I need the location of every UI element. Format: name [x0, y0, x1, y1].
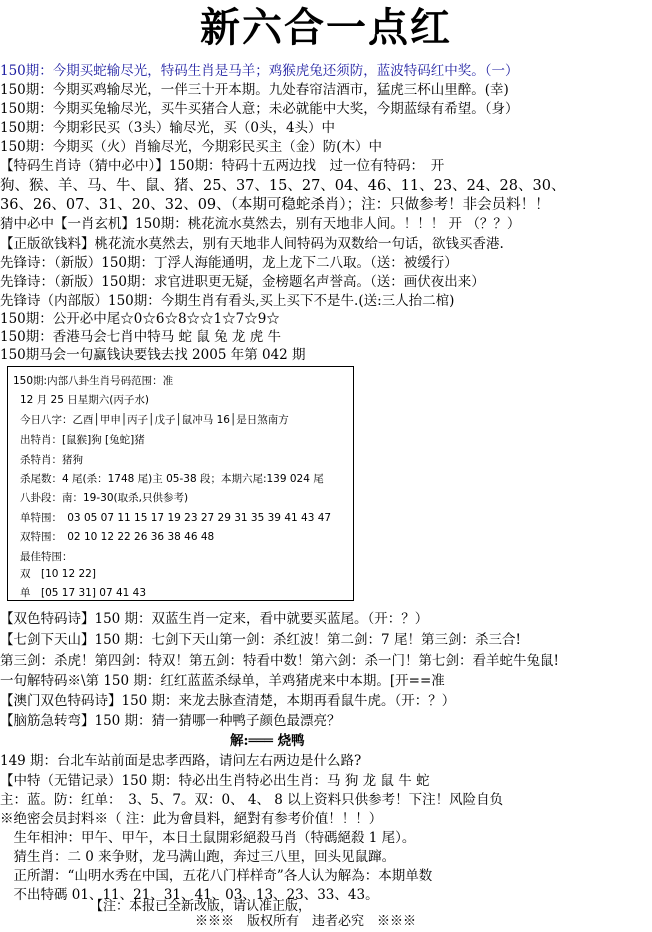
text-line: 150期：今期彩民买（3头）输尽光，买（0头，4头）中: [0, 120, 336, 136]
answer-line: 解:═══ 烧鸭: [230, 733, 305, 749]
box-row: 150期:内部八卦生肖号码范围：准: [13, 375, 174, 387]
text-line: 【特码生肖诗（猜中必中）】150期：特码十五两边找 过一位有特码： 开: [0, 158, 445, 174]
text-line: 先锋诗（内部版）150期：今期生肖有看头,买上买下不是牛.(送:三人抬二棺): [0, 293, 455, 309]
text-line: 150期马会一句赢钱诀要钱去找 2005 年第 042 期: [0, 347, 306, 363]
box-row: 最佳特围：: [20, 551, 73, 563]
text-line: 150期：香港马会七肖中特马 蛇 鼠 兔 龙 虎 牛: [0, 329, 282, 345]
text-line: ※绝密会员封料※（ 注：此为會員料，絕對有参考价值！！！）: [0, 811, 383, 827]
text-line: 【正版欲钱料】桃花流水莫然去，别有天地非人间特码为双数给一句话，欲钱买香港.: [0, 236, 504, 252]
text-line: 第三剑：杀虎！第四剑：特双！第五剑：特看中数！第六剑：杀一门！第七剑：看羊蛇牛兔鼠!: [0, 653, 559, 669]
text-line: 150期：公开必中尾☆0☆6☆8☆☆1☆7☆9☆: [0, 311, 280, 327]
page-title: 新六合一点红: [200, 5, 452, 51]
box-row: 单 [05 17 31] 07 41 43: [20, 587, 147, 599]
text-line: 生年相沖：甲午、甲午，本日土鼠開彩絕殺马肖（特碼絕殺 1 尾）。: [0, 830, 416, 846]
text-line: 150期：今期买蛇输尽光，特码生肖是马羊；鸡猴虎兔还须防，蓝波特码红中奖。（一）: [0, 63, 519, 79]
text-line: 149 期：台北车站前面是忠孝西路，请问左右两边是什么路?: [0, 753, 362, 769]
text-line: 先锋诗：（新版）150期：求官进职更无疑，金榜题名声誉高。（送：画伏夜出来）: [0, 274, 485, 290]
text-line: 【脑筋急转弯】150 期：猜一猜哪一种鸭子颜色最漂亮？: [0, 713, 341, 729]
text-line: 主：蓝。防：红单： 3、5、7。双：0、 4、 8 以上资料只供参考！下注！风险自负: [0, 792, 504, 808]
box-row: 杀特肖：猪狗: [20, 454, 83, 466]
text-line: 先锋诗：（新版）150期：丁浮人海能通明，龙上龙下二八取。（送：被缓行）: [0, 255, 458, 271]
box-row: 出特肖：[鼠猴]狗 [兔蛇]猪: [20, 434, 145, 446]
text-line: 不出特碼 01、11、21、31、41、03、13、23、33、43。: [0, 887, 379, 903]
text-line: 一句解特码※\第 150 期：红红蓝蓝杀绿单，羊鸡猪虎来中本期。[开==准: [0, 673, 445, 689]
text-line: 猜中必中【一肖玄机】150期：桃花流水莫然去，别有天地非人间。！！！ 开 （？？）: [0, 216, 521, 232]
box-row: 八卦段：南：19-30(取杀,只供参考): [20, 492, 189, 504]
box-row: 12 月 25 日星期六(丙子水): [20, 394, 149, 406]
text-line: 150期：今期买鸡输尽光，一伴三十开本期。九处春帘洁酒市，猛虎三杯山里醉。(幸): [0, 82, 509, 98]
text-line: 狗、猴、羊、马、牛、鼠、猪、25、37、15、27、04、46、11、23、24、28、30、: [0, 178, 566, 194]
box-row: 双特围： 02 10 12 22 26 36 38 46 48: [20, 531, 215, 543]
text-line: 【双色特码诗】150 期：双蓝生肖一定来，看中就要买蓝尾。（开：？）: [0, 611, 429, 627]
box-row: 杀尾数：4 尾(杀：1748 尾)主 05-38 段；本期六尾:139 024 尾: [20, 473, 324, 485]
text-line: 150期：今期买（火）肖输尽光，今期彩民买主（金）防(木）中: [0, 139, 383, 155]
text-line: 【七剑下天山】150 期：七剑下天山第一剑：杀红波！第二剑：7 尾！第三剑：杀三合!: [0, 632, 521, 648]
box-row: 双 [10 12 22]: [20, 568, 96, 580]
text-line: 【澳门双色特码诗】150 期：来龙去脉查清楚，本期再看鼠牛虎。（开：？）: [0, 693, 456, 709]
footer-note: 【注：本报已全新改版，请认准正版，: [90, 899, 312, 914]
text-line: 正所謂：“山明水秀在中国，五花八门样样奇”各人认为解為：本期单数: [0, 868, 433, 884]
text-line: 150期：今期买兔输尽光，买牛买猪合人意；未必就能中大奖，今期蓝绿有希望。（身）: [0, 101, 519, 117]
box-row: 单特围： 03 05 07 11 15 17 19 23 27 29 31 35 39 41 43 47: [20, 512, 332, 524]
text-line: 猜生肖：二 0 来争财，龙马满山跑，奔过三八里，回头见鼠蹿。: [0, 849, 396, 865]
box-row: 今日八字：乙酉│甲申│丙子│戊子│鼠冲马 16│是日煞南方: [20, 414, 289, 426]
text-line: 36、26、07、31、20、32、09、（本期可稳蛇杀肖）；注：只做参考！非会员料！！: [0, 197, 550, 213]
info-box: [7, 366, 354, 601]
text-line: 【中特（无错记录）150 期：特必出生肖特必出生肖：马 狗 龙 鼠 牛 蛇: [0, 773, 430, 789]
copyright-line: ※※※ 版权所有 违者必究 ※※※: [195, 914, 417, 929]
